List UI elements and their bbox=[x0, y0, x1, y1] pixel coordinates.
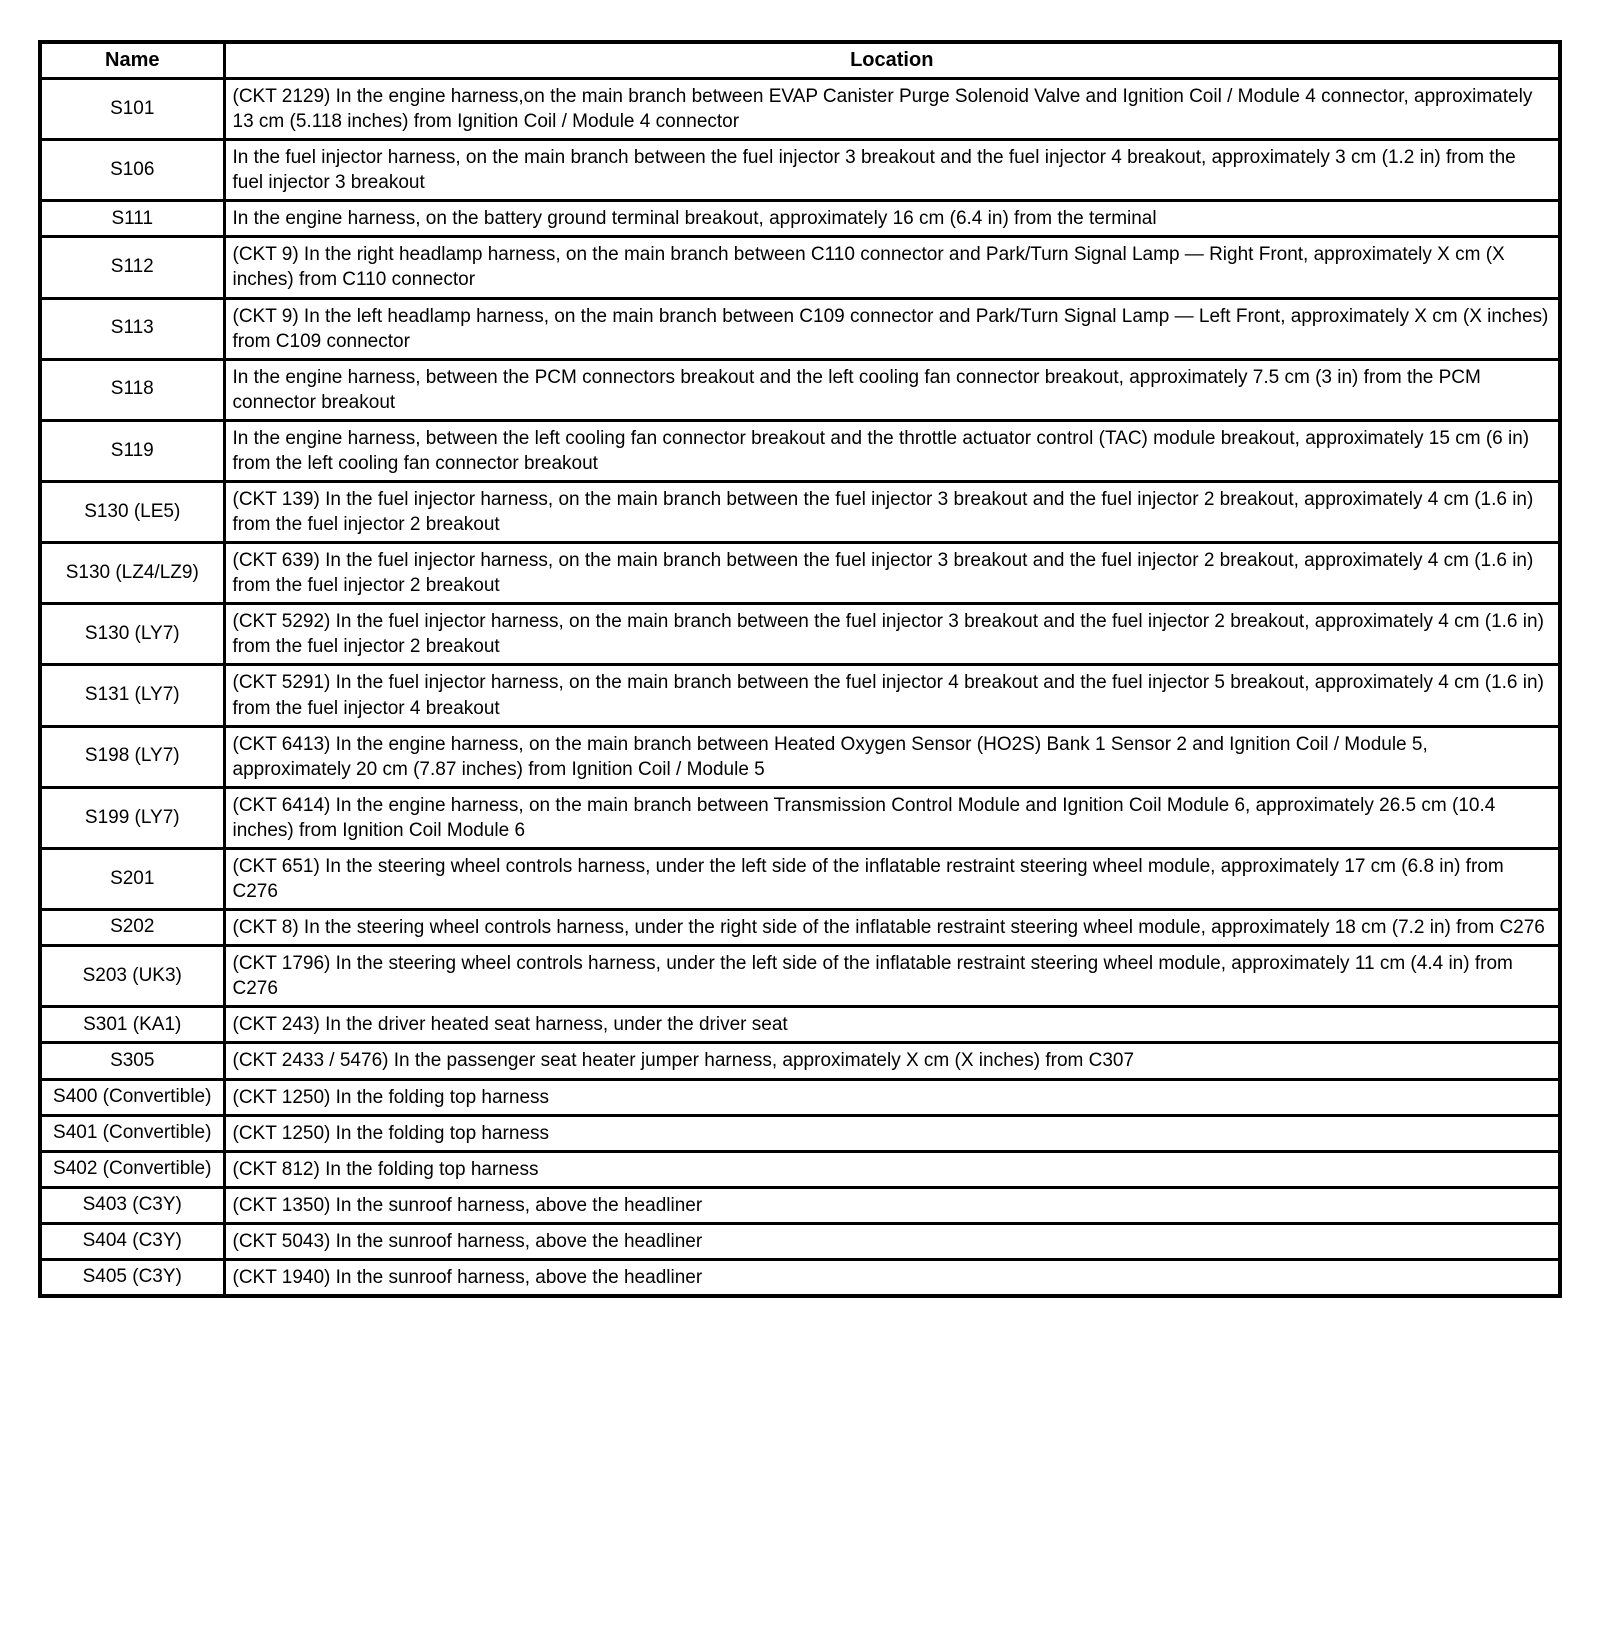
table-row bbox=[40, 848, 1560, 909]
table-row bbox=[40, 420, 1560, 481]
splice-name-cell: S401 (Convertible) bbox=[40, 1115, 224, 1151]
splice-location-cell: (CKT 6413) In the engine harness, on the main branch between Heated Oxygen Sensor (HO2S) Bank 1 Sensor 2 and Ignition Coil / Module 5, approximately 20 cm (7.87 inches) from Ignition Coil / Module 5 bbox=[224, 726, 1560, 787]
splice-name-cell: S199 (LY7) bbox=[40, 787, 224, 848]
splice-location-cell: (CKT 812) In the folding top harness bbox=[224, 1151, 1560, 1187]
splice-name-cell: S203 (UK3) bbox=[40, 946, 224, 1007]
table-row bbox=[40, 543, 1560, 604]
table-row bbox=[40, 79, 1560, 140]
splice-location-cell: (CKT 1250) In the folding top harness bbox=[224, 1115, 1560, 1151]
table-row bbox=[40, 237, 1560, 298]
splice-name-cell: S106 bbox=[40, 140, 224, 201]
table-row bbox=[40, 910, 1560, 946]
splice-name-cell: S301 (KA1) bbox=[40, 1007, 224, 1043]
header-row bbox=[40, 42, 1560, 79]
splice-name-cell: S111 bbox=[40, 201, 224, 237]
table-body bbox=[40, 79, 1560, 1296]
splice-name-cell: S198 (LY7) bbox=[40, 726, 224, 787]
splice-name-cell: S404 (C3Y) bbox=[40, 1223, 224, 1259]
splice-location-cell: In the engine harness, between the left cooling fan connector breakout and the throttle actuator control (TAC) module breakout, approximately 15 cm (6 in) from the left cooling fan connector breakout bbox=[224, 420, 1560, 481]
splice-name-cell: S113 bbox=[40, 298, 224, 359]
splice-location-cell: (CKT 2129) In the engine harness,on the main branch between EVAP Canister Purge Solenoid Valve and Ignition Coil / Module 4 connector, approximately 13 cm (5.118 inches) from Ignition Coil / Module 4 connector bbox=[224, 79, 1560, 140]
table-row bbox=[40, 665, 1560, 726]
splice-location-cell: (CKT 1940) In the sunroof harness, above the headliner bbox=[224, 1259, 1560, 1296]
splice-name-cell: S130 (LE5) bbox=[40, 482, 224, 543]
splice-name-cell: S305 bbox=[40, 1043, 224, 1079]
table-row bbox=[40, 787, 1560, 848]
column-header-location: Location bbox=[224, 42, 1560, 79]
splice-location-cell: (CKT 5292) In the fuel injector harness, on the main branch between the fuel injector 3 breakout and the fuel injector 2 breakout, approximately 4 cm (1.6 in) from the fuel injector 2 breakout bbox=[224, 604, 1560, 665]
splice-location-cell: (CKT 9) In the left headlamp harness, on the main branch between C109 connector and Park/Turn Signal Lamp — Left Front, approximately X cm (X inches) from C109 connector bbox=[224, 298, 1560, 359]
splice-name-cell: S400 (Convertible) bbox=[40, 1079, 224, 1115]
splice-location-cell: (CKT 639) In the fuel injector harness, on the main branch between the fuel injector 3 breakout and the fuel injector 2 breakout, approximately 4 cm (1.6 in) from the fuel injector 2 breakout bbox=[224, 543, 1560, 604]
splice-name-cell: S131 (LY7) bbox=[40, 665, 224, 726]
table-row bbox=[40, 1079, 1560, 1115]
splice-location-cell: (CKT 9) In the right headlamp harness, on the main branch between C110 connector and Park/Turn Signal Lamp — Right Front, approximately X cm (X inches) from C110 connector bbox=[224, 237, 1560, 298]
table-row bbox=[40, 1007, 1560, 1043]
table-row bbox=[40, 1115, 1560, 1151]
table-row bbox=[40, 359, 1560, 420]
splice-name-cell: S119 bbox=[40, 420, 224, 481]
splice-name-cell: S403 (C3Y) bbox=[40, 1187, 224, 1223]
splice-location-cell: In the engine harness, on the battery ground terminal breakout, approximately 16 cm (6.4 in) from the terminal bbox=[224, 201, 1560, 237]
splice-name-cell: S101 bbox=[40, 79, 224, 140]
table-row bbox=[40, 946, 1560, 1007]
splice-location-cell: (CKT 5291) In the fuel injector harness, on the main branch between the fuel injector 4 breakout and the fuel injector 5 breakout, approximately 4 cm (1.6 in) from the fuel injector 4 breakout bbox=[224, 665, 1560, 726]
splice-name-cell: S201 bbox=[40, 848, 224, 909]
splice-name-cell: S402 (Convertible) bbox=[40, 1151, 224, 1187]
table-row bbox=[40, 1151, 1560, 1187]
table-row bbox=[40, 201, 1560, 237]
splice-location-cell: (CKT 6414) In the engine harness, on the main branch between Transmission Control Module and Ignition Coil Module 6, approximately 26.5 cm (10.4 inches) from Ignition Coil Module 6 bbox=[224, 787, 1560, 848]
table-row bbox=[40, 604, 1560, 665]
table-header bbox=[40, 42, 1560, 79]
splice-name-cell: S118 bbox=[40, 359, 224, 420]
splice-location-cell: (CKT 8) In the steering wheel controls harness, under the right side of the inflatable restraint steering wheel module, approximately 18 cm (7.2 in) from C276 bbox=[224, 910, 1560, 946]
splice-location-cell: In the engine harness, between the PCM connectors breakout and the left cooling fan connector breakout, approximately 7.5 cm (3 in) from the PCM connector breakout bbox=[224, 359, 1560, 420]
splice-location-table bbox=[38, 40, 1562, 1298]
table-row bbox=[40, 1043, 1560, 1079]
table-row bbox=[40, 726, 1560, 787]
splice-location-cell: (CKT 139) In the fuel injector harness, on the main branch between the fuel injector 3 breakout and the fuel injector 2 breakout, approximately 4 cm (1.6 in) from the fuel injector 2 breakout bbox=[224, 482, 1560, 543]
table-row bbox=[40, 1187, 1560, 1223]
splice-location-cell: (CKT 2433 / 5476) In the passenger seat heater jumper harness, approximately X cm (X inches) from C307 bbox=[224, 1043, 1560, 1079]
splice-name-cell: S130 (LY7) bbox=[40, 604, 224, 665]
splice-location-cell: In the fuel injector harness, on the main branch between the fuel injector 3 breakout and the fuel injector 4 breakout, approximately 3 cm (1.2 in) from the fuel injector 3 breakout bbox=[224, 140, 1560, 201]
splice-name-cell: S112 bbox=[40, 237, 224, 298]
splice-name-cell: S130 (LZ4/LZ9) bbox=[40, 543, 224, 604]
table-row bbox=[40, 482, 1560, 543]
table-row bbox=[40, 1259, 1560, 1296]
splice-name-cell: S202 bbox=[40, 910, 224, 946]
table-row bbox=[40, 298, 1560, 359]
table-row bbox=[40, 1223, 1560, 1259]
table-row bbox=[40, 140, 1560, 201]
splice-location-cell: (CKT 1796) In the steering wheel controls harness, under the left side of the inflatable restraint steering wheel module, approximately 11 cm (4.4 in) from C276 bbox=[224, 946, 1560, 1007]
splice-location-cell: (CKT 651) In the steering wheel controls harness, under the left side of the inflatable restraint steering wheel module, approximately 17 cm (6.8 in) from C276 bbox=[224, 848, 1560, 909]
splice-location-cell: (CKT 5043) In the sunroof harness, above the headliner bbox=[224, 1223, 1560, 1259]
splice-location-cell: (CKT 243) In the driver heated seat harness, under the driver seat bbox=[224, 1007, 1560, 1043]
column-header-name: Name bbox=[40, 42, 224, 79]
splice-location-cell: (CKT 1350) In the sunroof harness, above the headliner bbox=[224, 1187, 1560, 1223]
splice-name-cell: S405 (C3Y) bbox=[40, 1259, 224, 1296]
splice-location-cell: (CKT 1250) In the folding top harness bbox=[224, 1079, 1560, 1115]
